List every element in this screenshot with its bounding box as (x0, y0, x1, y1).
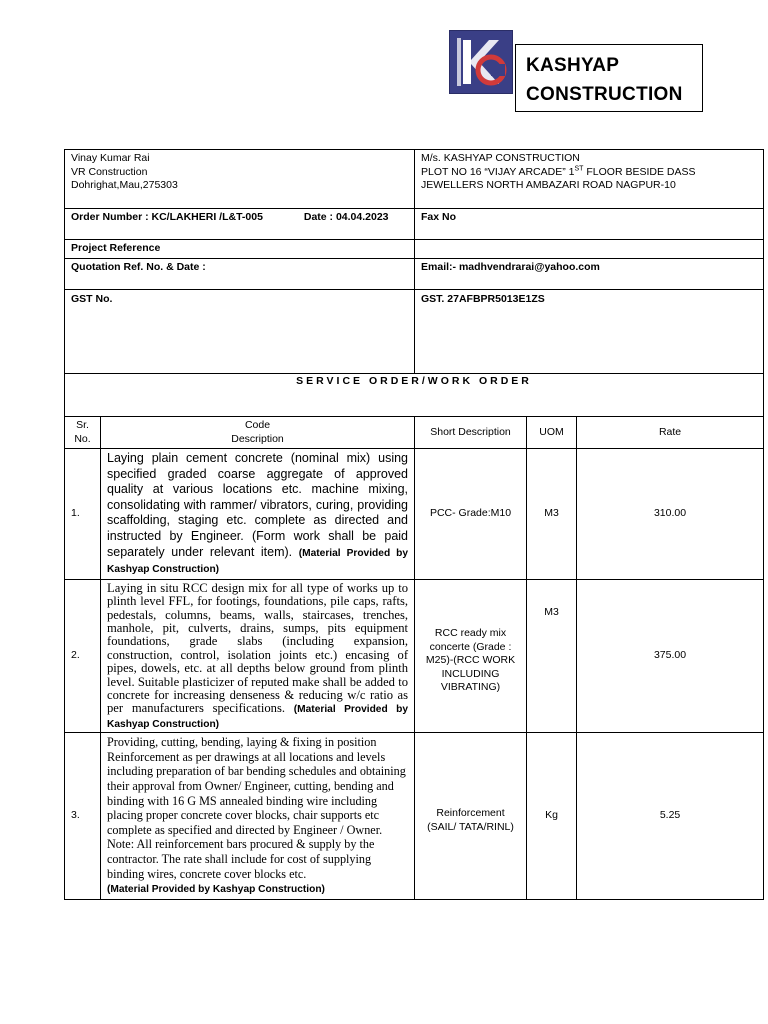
item-sr: 1. (65, 449, 101, 580)
item-uom: M3 (527, 579, 577, 732)
col-header-short-description: Short Description (415, 417, 527, 449)
material-note: (Material Provided by Kashyap Construction) (107, 547, 409, 576)
company-name-line2: CONSTRUCTION (526, 84, 683, 105)
vendor-location: Dohrighat,Mau,275303 (71, 179, 178, 191)
item-description: Laying plain cement concrete (nominal mix) using specified graded coarse aggregate of approved quality at various locations etc. machine mixing, consolidating with rammer/ vibrators, curing, providing scaffolding, staging etc. complete as directed and instructed by Engineer. (Form work shall be paid separately under relevant item). (Material Provided by Kashyap Construction) (101, 449, 415, 580)
order-number-cell (65, 209, 415, 240)
order-number: Order Number : KC/LAKHERI /L&T-005 (71, 211, 263, 223)
company-name-line1: KASHYAP (526, 55, 620, 76)
table-row (65, 449, 764, 580)
buyer-address-line3: JEWELLERS NORTH AMBAZARI ROAD NAGPUR-10 (421, 179, 676, 191)
gst-number: GST. 27AFBPR5013E1ZS (415, 290, 764, 374)
vendor-firm: VR Construction (71, 165, 148, 178)
vendor-address (65, 150, 415, 209)
buyer-address-line2: PLOT NO 16 “VIJAY ARCADE” 1ST FLOOR BESIDE DASS (421, 165, 696, 178)
col-header-rate: Rate (577, 417, 764, 449)
item-description: Laying in situ RCC design mix for all type of works up to plinth level FFL, for footings, foundations, pile caps, rafts, pedestals, columns, beams, walls, staircases, trenches, manhole, pit, culverts, drains, sumps, pits equipment foundations, grade slabs (including expansion, construction, control, isolation joints etc.) encasing of pipes, dowels, etc. at all depths below ground from plinth level. Suitable plasticizer of reputed make shall be added to concrete for increasing denseness & reducing w/c ratio as per manufacturers specifications. (Material Provided by Kashyap Construction) (101, 579, 415, 732)
fax-cell: Fax No (415, 209, 764, 240)
order-date: Date : 04.04.2023 (303, 211, 389, 223)
material-note: (Material Provided by Kashyap Construction) (107, 704, 409, 730)
item-uom: Kg (527, 733, 577, 900)
item-rate: 375.00 (577, 579, 764, 732)
buyer-address (415, 150, 764, 209)
item-short-description: RCC ready mix concerte (Grade : M25)-(RCC WORK INCLUDING VIBRATING) (415, 579, 527, 732)
email: Email:- madhvendrarai@yahoo.com (415, 259, 764, 290)
project-reference-value (415, 240, 764, 259)
item-description: Providing, cutting, bending, laying & fixing in position Reinforcement as per drawings at all locations and levels including preparation of bar bending schedules and obtaining their approval from Owner/ Engineer, cutting, bending and binding with 16 G MS annealed binding wire including placing proper concrete cover blocks, chair supports etc complete as specified and directed by Engineer / Owner. Note: All reinforcement bars procured & supply by the contractor. The rate shall include for cost of supplying binding wires, concrete cover blocks etc. (Material Provided by Kashyap Construction) (101, 733, 415, 900)
item-uom: M3 (527, 449, 577, 580)
col-header-uom: UOM (527, 417, 577, 449)
company-logo (449, 30, 513, 94)
item-sr: 2. (65, 579, 101, 732)
item-sr: 3. (65, 733, 101, 900)
gst-label: GST No. (65, 290, 415, 374)
vendor-name: Vinay Kumar Rai (71, 152, 150, 164)
section-title: SERVICE ORDER/WORK ORDER (65, 374, 764, 417)
item-rate: 310.00 (577, 449, 764, 580)
work-order-table (64, 149, 764, 900)
col-header-code: Code Description (101, 417, 415, 449)
quotation-ref: Quotation Ref. No. & Date : (65, 259, 415, 290)
company-name-box (515, 44, 703, 112)
item-short-description: PCC- Grade:M10 (415, 449, 527, 580)
item-rate: 5.25 (577, 733, 764, 900)
col-header-sr: Sr. No. (65, 417, 101, 449)
table-row (65, 733, 764, 900)
table-row (65, 579, 764, 732)
project-reference: Project Reference (65, 240, 415, 259)
item-short-description: Reinforcement (SAIL/ TATA/RINL) (415, 733, 527, 900)
buyer-name: M/s. KASHYAP CONSTRUCTION (421, 152, 580, 164)
material-note: (Material Provided by Kashyap Construction) (107, 884, 325, 896)
